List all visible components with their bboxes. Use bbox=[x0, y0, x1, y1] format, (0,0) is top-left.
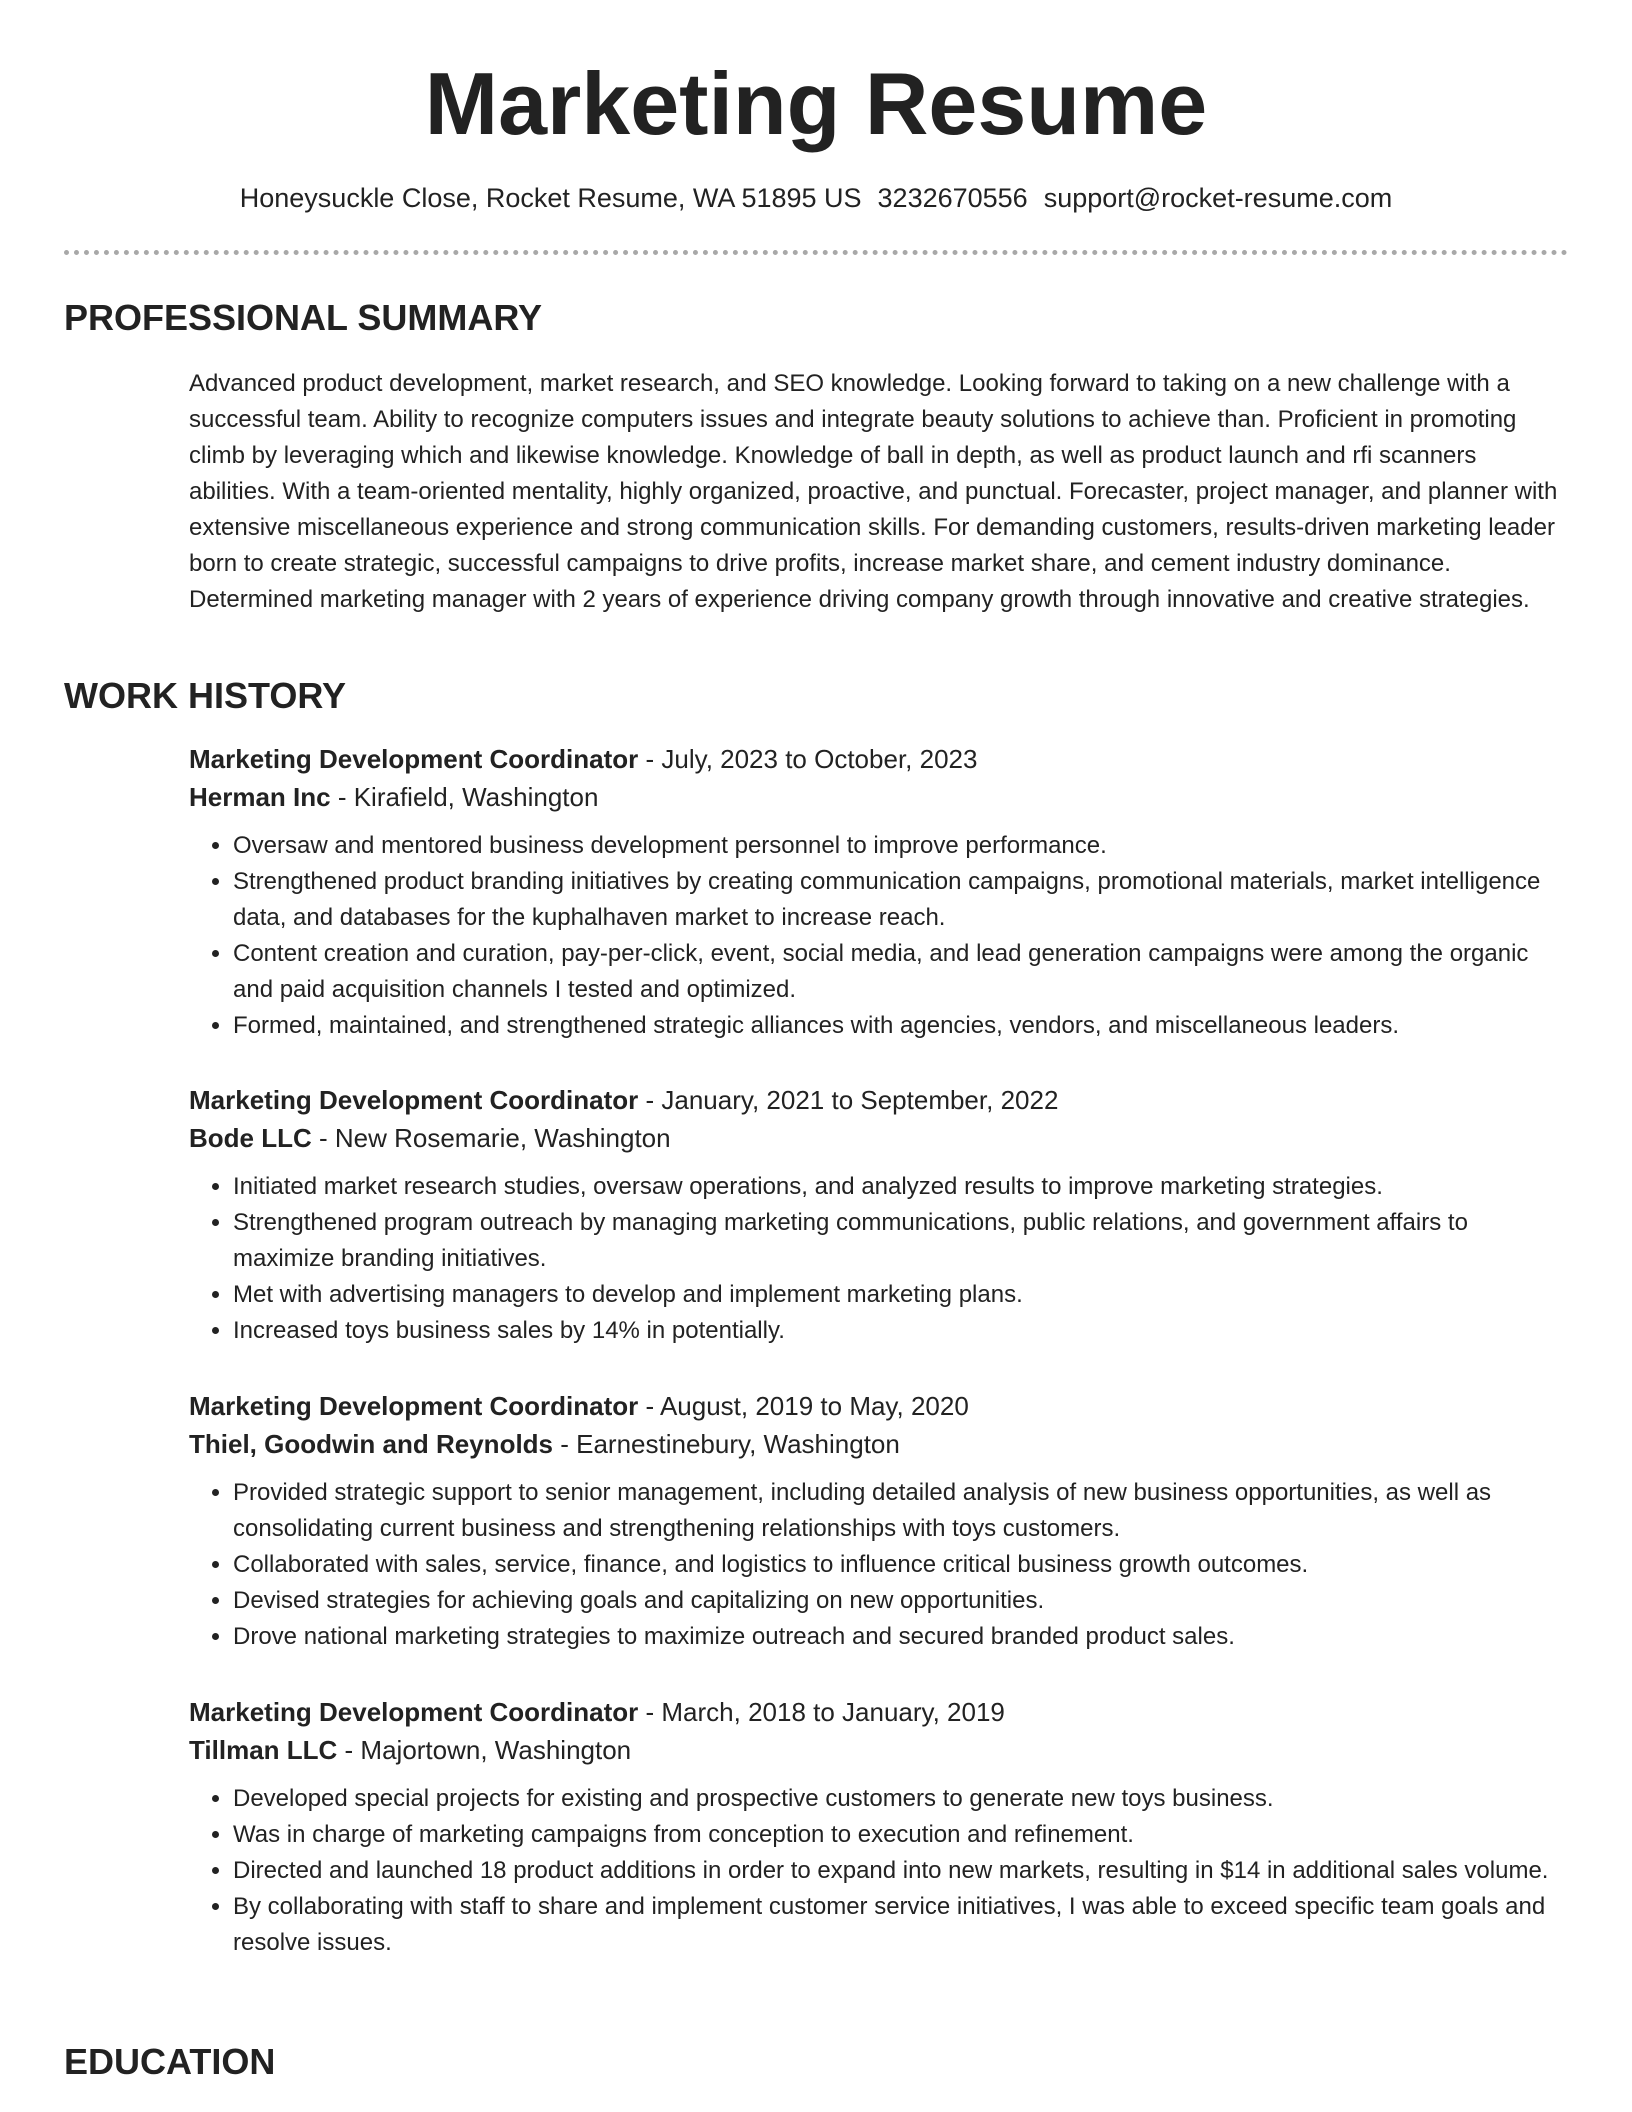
job-dates: - July, 2023 to October, 2023 bbox=[638, 744, 978, 774]
job-location: - New Rosemarie, Washington bbox=[311, 1123, 671, 1153]
job-company-line bbox=[189, 778, 1568, 816]
contact-address: Honeysuckle Close, Rocket Resume, WA 51895 US bbox=[239, 183, 862, 213]
job-dates: - August, 2019 to May, 2020 bbox=[638, 1391, 969, 1421]
job-bullet: • Drove national marketing strategies to maximize outreach and secured branded product sales. bbox=[233, 1619, 1568, 1655]
resume-title: Marketing Resume bbox=[424, 54, 1208, 153]
job-bullet: • Initiated market research studies, oversaw operations, and analyzed results to improve marketing strategies. bbox=[233, 1169, 1568, 1205]
job-title: Marketing Development Coordinator bbox=[189, 744, 639, 774]
job-bullet: • By collaborating with staff to share and implement customer service initiatives, I was able to exceed specific team goals and resolve issues. bbox=[233, 1889, 1568, 1961]
job-company: Herman Inc bbox=[189, 782, 331, 812]
job-bullet: • Content creation and curation, pay-per-click, event, social media, and lead generation campaigns were among the organic and paid acquisition channels I tested and optimized. bbox=[233, 936, 1568, 1008]
job-company-line bbox=[189, 1119, 1568, 1157]
job-location: - Kirafield, Washington bbox=[330, 782, 599, 812]
job-bullet: • Developed special projects for existing and prospective customers to generate new toys business. bbox=[233, 1781, 1568, 1817]
job-bullet: • Devised strategies for achieving goals and capitalizing on new opportunities. bbox=[233, 1583, 1568, 1619]
job-bullet: • Oversaw and mentored business development personnel to improve performance. bbox=[233, 828, 1568, 864]
job-bullets bbox=[189, 1169, 1568, 1349]
header-divider bbox=[64, 250, 1568, 255]
professional-summary-text: Advanced product development, market research, and SEO knowledge. Looking forward to taking on a new challenge with a successful team. Ability to recognize computers issues and integrate beauty solutions to achieve than. Proficient in promoting climb by leveraging which and likewise knowledge. Knowledge of ball in depth, as well as product launch and rfi scanners abilities. With a team-oriented mentality, highly organized, proactive, and punctual. Forecaster, project manager, and planner with extensive miscellaneous experience and strong communication skills. For demanding customers, results-driven marketing leader born to create strategic, successful campaigns to drive profits, increase market share, and cement industry dominance. Determined marketing manager with 2 years of experience driving company growth through innovative and creative strategies. bbox=[189, 370, 1558, 613]
job-company-line bbox=[189, 1425, 1568, 1463]
job-location: - Earnestinebury, Washington bbox=[553, 1429, 900, 1459]
job-title-line bbox=[189, 1081, 1568, 1119]
job-title-line bbox=[189, 740, 1568, 778]
job-company: Thiel, Goodwin and Reynolds bbox=[189, 1429, 554, 1459]
job-title-line bbox=[189, 1387, 1568, 1425]
job-dates: - January, 2021 to September, 2022 bbox=[638, 1085, 1059, 1115]
job-bullet: • Strengthened product branding initiatives by creating communication campaigns, promotional materials, market intelligence data, and databases for the kuphalhaven market to increase reach. bbox=[233, 864, 1568, 936]
contact-phone: 3232670556 bbox=[877, 183, 1028, 213]
job-bullet: • Provided strategic support to senior management, including detailed analysis of new business opportunities, as well as consolidating current business and strengthening relationships with toys customers. bbox=[233, 1475, 1568, 1547]
job-title: Marketing Development Coordinator bbox=[189, 1085, 639, 1115]
contact-line bbox=[0, 180, 1632, 216]
job-dates: - March, 2018 to January, 2019 bbox=[638, 1697, 1005, 1727]
contact-email: support@rocket-resume.com bbox=[1043, 183, 1393, 213]
job-bullet: • Was in charge of marketing campaigns from conception to execution and refinement. bbox=[233, 1817, 1568, 1853]
job-company: Bode LLC bbox=[189, 1123, 312, 1153]
job-location: - Majortown, Washington bbox=[337, 1735, 632, 1765]
job-entry bbox=[189, 1081, 1568, 1349]
job-bullet: • Met with advertising managers to develop and implement marketing plans. bbox=[233, 1277, 1568, 1313]
job-entry bbox=[189, 1387, 1568, 1655]
job-bullet: • Collaborated with sales, service, finance, and logistics to influence critical business growth outcomes. bbox=[233, 1547, 1568, 1583]
job-bullets bbox=[189, 1781, 1568, 1961]
job-title: Marketing Development Coordinator bbox=[189, 1697, 639, 1727]
job-bullet: • Formed, maintained, and strengthened strategic alliances with agencies, vendors, and miscellaneous leaders. bbox=[233, 1008, 1568, 1044]
job-bullet: • Strengthened program outreach by managing marketing communications, public relations, and government affairs to maximize branding initiatives. bbox=[233, 1205, 1568, 1277]
job-entry bbox=[189, 1693, 1568, 1961]
job-bullet: • Directed and launched 18 product additions in order to expand into new markets, resulting in $14 in additional sales volume. bbox=[233, 1853, 1568, 1889]
job-company: Tillman LLC bbox=[189, 1735, 338, 1765]
job-title-line bbox=[189, 1693, 1568, 1731]
job-title: Marketing Development Coordinator bbox=[189, 1391, 639, 1421]
job-bullets bbox=[189, 1475, 1568, 1655]
job-company-line bbox=[189, 1731, 1568, 1769]
job-bullet: • Increased toys business sales by 14% in potentially. bbox=[233, 1313, 1568, 1349]
section-heading-professional-summary: PROFESSIONAL SUMMARY bbox=[64, 297, 543, 338]
job-bullets bbox=[189, 828, 1568, 1044]
section-heading-work-history: WORK HISTORY bbox=[64, 675, 347, 716]
section-heading-education: EDUCATION bbox=[64, 2041, 276, 2082]
job-entry bbox=[189, 740, 1568, 1044]
